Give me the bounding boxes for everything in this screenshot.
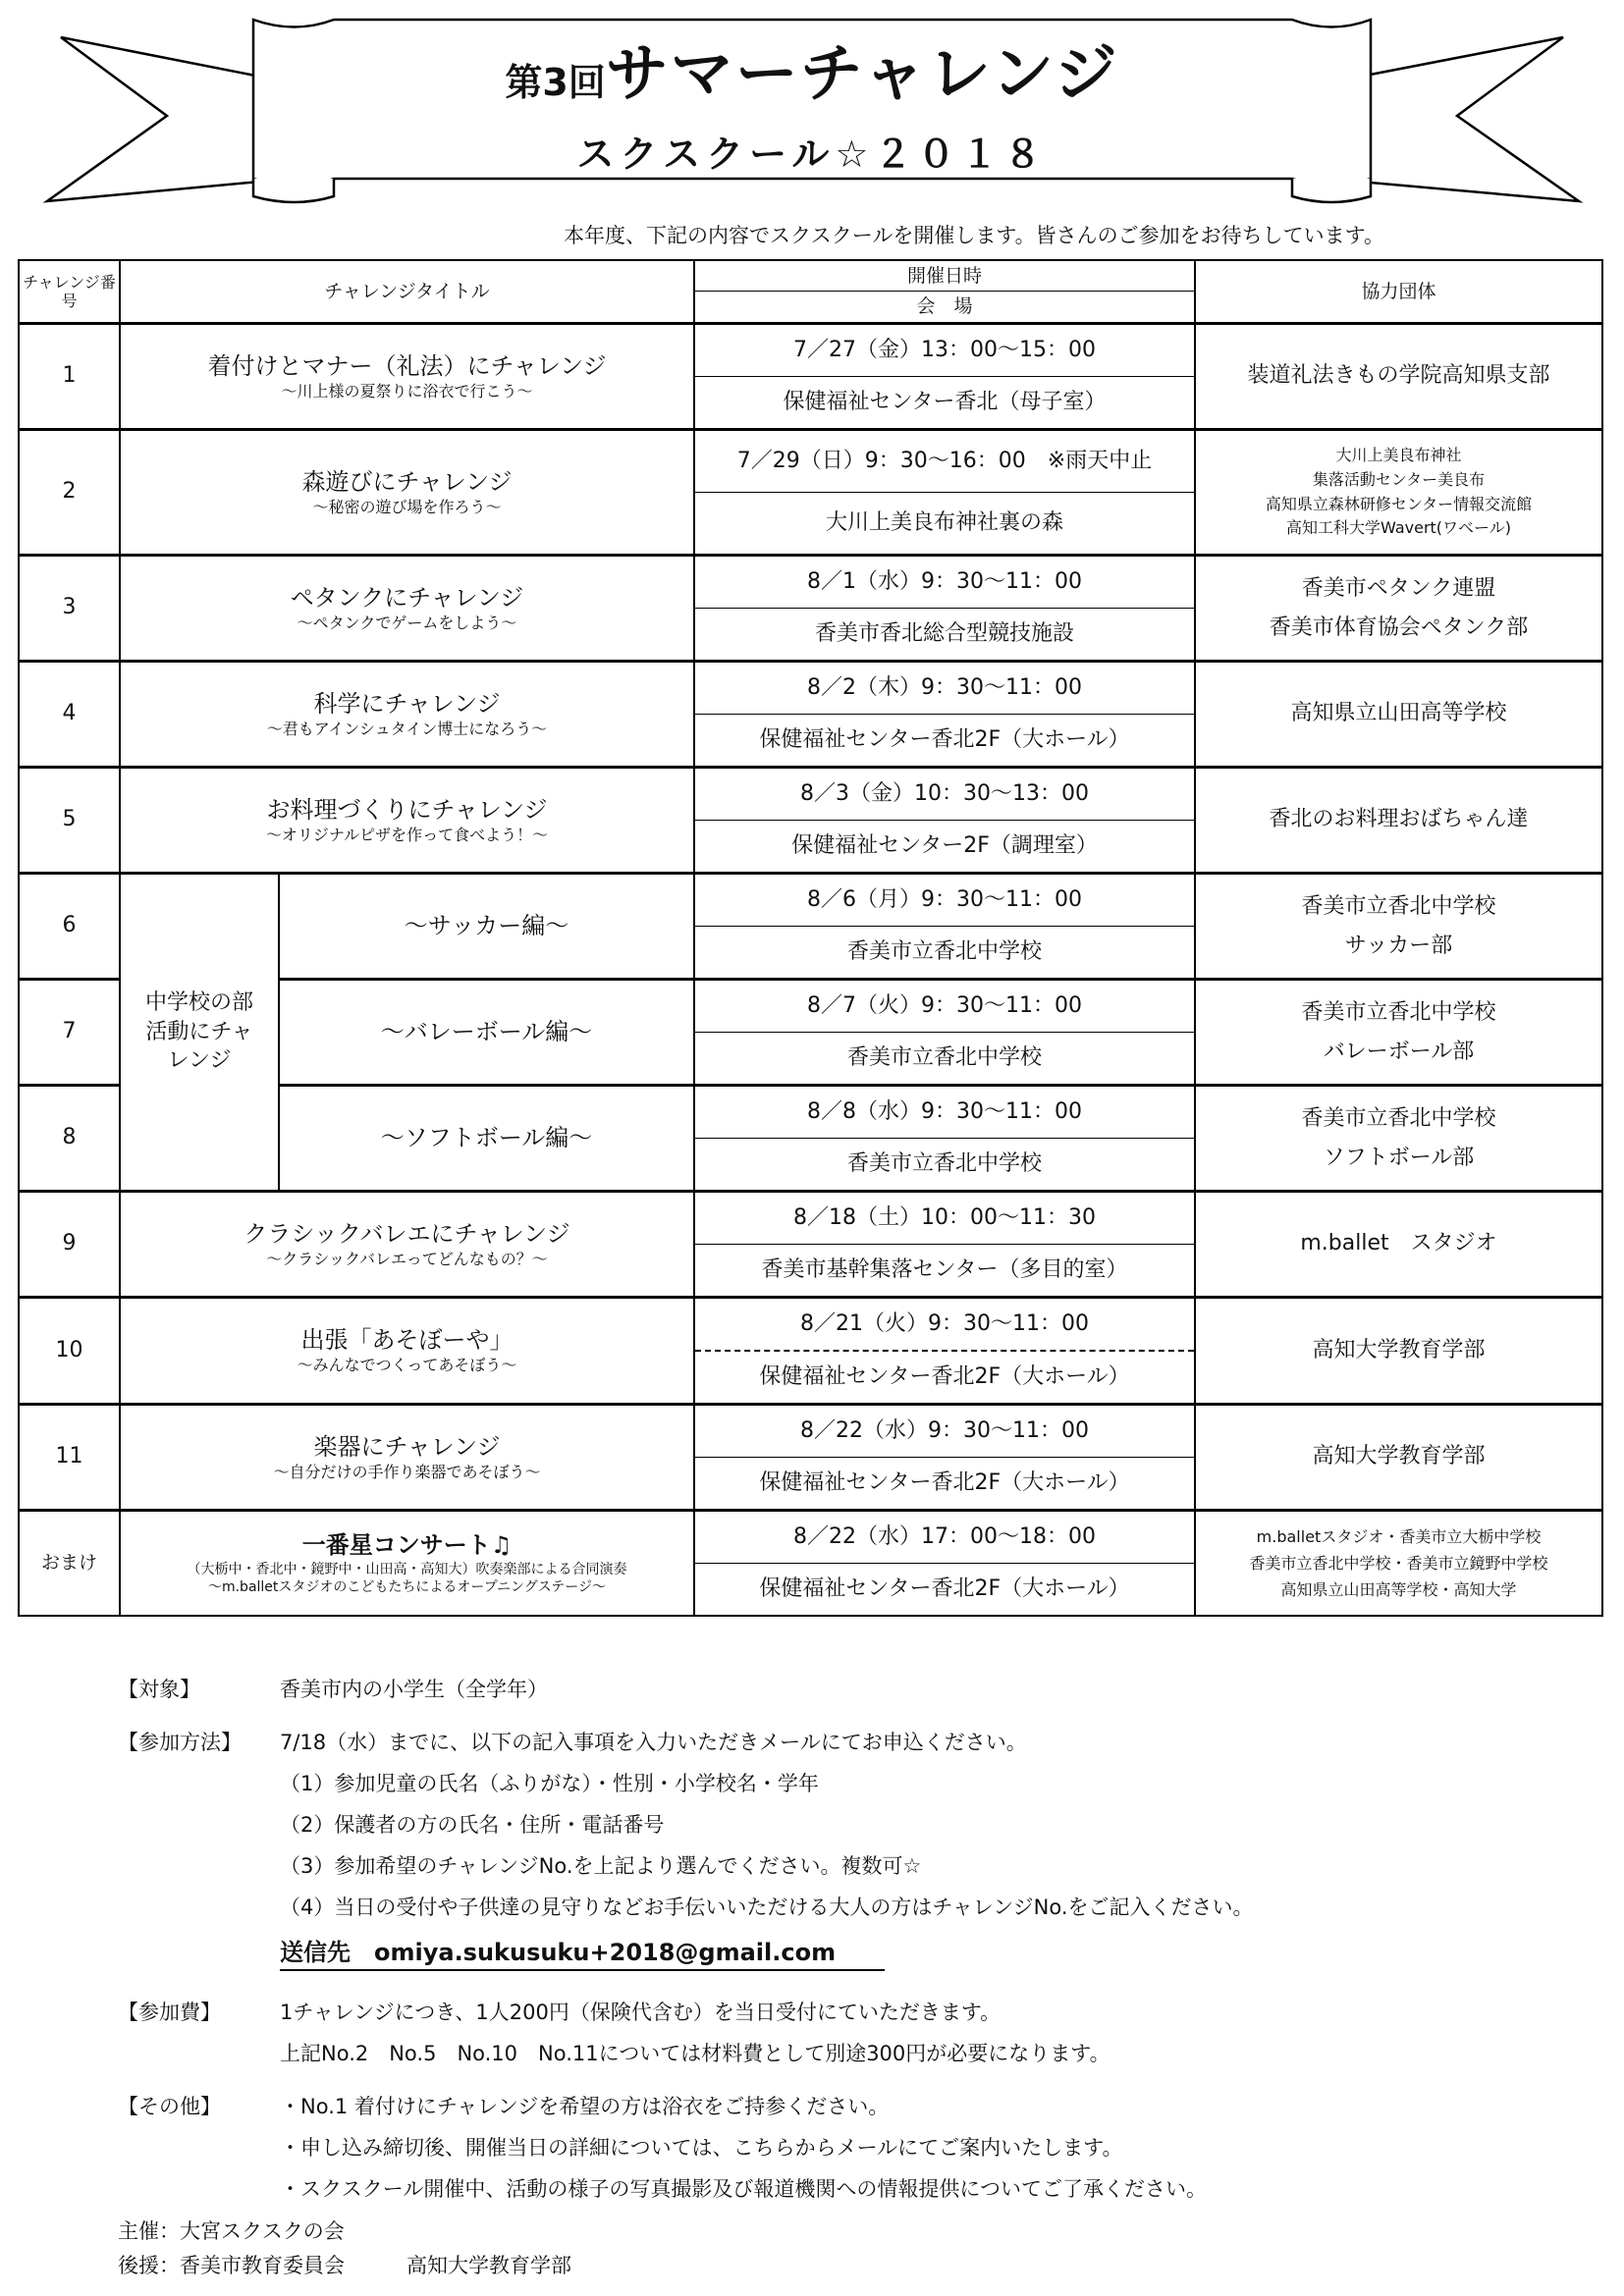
row-venue: 香美市基幹集落センター（多目的室） [694,1245,1195,1298]
method-label: 【参加方法】 [118,1731,242,1754]
table-row [19,1192,1602,1298]
send-address [280,1933,885,1971]
row-title: お料理づくりにチャレンジ [266,795,548,824]
table-row [19,324,1602,430]
row-title-cell [120,1192,694,1298]
row-title-cell [120,1405,694,1511]
row-subtitle: ～君もアインシュタイン博士になろう～ [266,719,548,738]
other-line: ・No.1 着付けにチャレンジを希望の方は浴衣をご持参ください。 [280,2095,890,2118]
method-line: （2）保護者の方の氏名・住所・電話番号 [280,1813,665,1837]
table-row-group [19,874,1602,1192]
table-row [19,662,1602,768]
row-venue: 香美市立香北中学校 [694,1139,1195,1192]
row-number: 10 [19,1298,120,1405]
row-title: クラシックバレエにチャレンジ [244,1219,570,1248]
row-venue: 保健福祉センター香北2F（大ホール） [694,1351,1195,1405]
row-title-cell [120,556,694,662]
other-row [118,2091,1571,2215]
row-date: 8／21（火）9：30～11：00 [694,1298,1195,1352]
row-org: 高知大学教育学部 [1195,1298,1602,1405]
row-title: 出張「あそぼーや」 [300,1326,514,1354]
table-row [19,768,1602,874]
row-venue: 保健福祉センター香北2F（大ホール） [694,715,1195,768]
header-date: 開催日時 [694,260,1195,291]
row-title: 森遊びにチャレンジ [301,467,513,496]
row-date: 8／22（水）17：00～18：00 [694,1511,1195,1564]
header-org: 協力団体 [1195,260,1602,324]
method-line: （1）参加児童の氏名（ふりがな）・性別・小学校名・学年 [280,1772,819,1795]
row-number: 6 [19,874,120,980]
table-header [19,260,1602,324]
other-line: ・申し込み締切後、開催当日の詳細については、こちらからメールにてご案内いたします。 [280,2136,1123,2160]
row-org: 香美市立香北中学校 ソフトボール部 [1195,1086,1602,1192]
challenge-table [18,259,1603,1617]
target-row [118,1674,1571,1715]
other-line: ・スクスクール開催中、活動の様子の写真撮影及び報道機関への情報提供についてご了承ください。 [280,2177,1207,2201]
table-row [19,556,1602,662]
row-title-cell [120,768,694,874]
row-number: 11 [19,1405,120,1511]
footer-host: 主催：大宮スクスクの会 [118,2219,345,2243]
table-row [19,1298,1602,1405]
row-number: 9 [19,1192,120,1298]
table-row [19,1405,1602,1511]
row-title-cell [120,1298,694,1405]
target-text: 香美市内の小学生（全学年） [280,1678,548,1701]
row-org: m.ballet スタジオ [1195,1192,1602,1298]
row-venue: 香美市立香北中学校 [694,1033,1195,1086]
row-date: 8／6（月）9：30～11：00 [694,874,1195,927]
title-subtitle: スクスクール☆２０１８ [576,133,1048,176]
row-org: 香美市立香北中学校 サッカー部 [1195,874,1602,980]
title-main: サマーチャレンジ [605,38,1119,111]
row-number: おまけ [19,1511,120,1617]
row-number: 3 [19,556,120,662]
row-title-cell [120,662,694,768]
row-venue: 保健福祉センター香北2F（大ホール） [694,1458,1195,1511]
row-venue: 保健福祉センター香北（母子室） [694,377,1195,430]
intro-text: 本年度、下記の内容でスクスクールを開催します。皆さんのご参加をお待ちしています。 [563,224,1384,247]
row-title: ～ソフトボール編～ [279,1086,694,1192]
row-date: 8／7（火）9：30～11：00 [694,980,1195,1033]
row-number: 4 [19,662,120,768]
method-line: （3）参加希望のチャレンジNo.を上記より選んでください。複数可☆ [280,1854,922,1878]
row-date: 8／1（水）9：30～11：00 [694,556,1195,609]
row-title-cell [120,324,694,430]
send-label: 送信先 [280,1939,351,1966]
main-title [0,24,1624,114]
table-row [19,1511,1602,1617]
title-banner [0,0,1624,226]
row-venue: 大川上美良布神社裏の森 [694,493,1195,556]
row-title: ～バレーボール編～ [279,980,694,1086]
row-subtitle: ～自分だけの手作り楽器であそぼう～ [273,1462,541,1481]
row-org: 香美市立香北中学校 バレーボール部 [1195,980,1602,1086]
row-venue: 保健福祉センター2F（調理室） [694,821,1195,874]
info-section [118,1674,1571,2226]
row-subtitle: ～川上様の夏祭りに浴衣で行こう～ [281,381,533,400]
row-org: 装道礼法きもの学院高知県支部 [1195,324,1602,430]
fee-line: 1チャレンジにつき、1人200円（保険代含む）を当日受付にていただきます。 [280,2001,1001,2024]
row-venue: 保健福祉センター香北2F（大ホール） [694,1564,1195,1617]
table-row [19,430,1602,556]
row-date: 8／8（水）9：30～11：00 [694,1086,1195,1139]
row-org: 大川上美良布神社 集落活動センター美良布 高知県立森林研修センター情報交流館 高知工科大学Wavert(ワベール) [1195,430,1602,556]
row-org: 高知県立山田高等学校 [1195,662,1602,768]
footer [118,2215,571,2282]
row-number: 8 [19,1086,120,1192]
method-row [118,1727,1571,1985]
row-subtitle: ～ペタンクでゲームをしよう～ [297,613,517,632]
row-date: 8／3（金）10：30～13：00 [694,768,1195,821]
row-org: m.balletスタジオ・香美市立大栃中学校 香美市立香北中学校・香美市立鏡野中学校 高知県立山田高等学校・高知大学 [1195,1511,1602,1617]
row-title: 科学にチャレンジ [313,689,501,718]
row-title-cell [120,430,694,556]
row-number: 7 [19,980,120,1086]
method-line: （4）当日の受付や子供達の見守りなどお手伝いいただける大人の方はチャレンジNo.をご記入ください。 [280,1896,1254,1919]
row-date: 8／2（木）9：30～11：00 [694,662,1195,715]
footer-support: 後援：香美市教育委員会 高知大学教育学部 [118,2253,571,2277]
other-label: 【その他】 [118,2095,221,2118]
row-subtitle-2: ～m.balletスタジオのこどもたちによるオープニングステージ～ [207,1579,607,1596]
row-org: 香北のお料理おばちゃん達 [1195,768,1602,874]
row-subtitle: ～みんなでつくってあそぼう～ [297,1356,517,1375]
row-subtitle: ～秘密の遊び場を作ろう～ [312,497,502,516]
row-subtitle: ～オリジナルピザを作って食べよう！～ [265,825,549,844]
row-org: 高知大学教育学部 [1195,1405,1602,1511]
row-date: 8／22（水）9：30～11：00 [694,1405,1195,1458]
header-no: チャレンジ番号 [19,260,120,324]
row-org: 香美市ペタンク連盟 香美市体育協会ペタンク部 [1195,556,1602,662]
row-title: ～サッカー編～ [279,874,694,980]
row-number: 1 [19,324,120,430]
row-date: 7／27（金）13：00～15：00 [694,324,1195,377]
row-title: 着付けとマナー（礼法）にチャレンジ [207,351,607,380]
fee-line: 上記No.2 No.5 No.10 No.11については材料費として別途300円が必要になります。 [280,2042,1110,2065]
row-number: 5 [19,768,120,874]
row-date: 8／18（土）10：00～11：30 [694,1192,1195,1245]
header-title: チャレンジタイトル [120,260,694,324]
row-date: 7／29（日）9：30～16：00 ※雨天中止 [694,430,1195,493]
row-subtitle: ～クラシックバレエってどんなもの？～ [266,1249,548,1268]
method-line: 7/18（水）までに、以下の記入事項を入力いただきメールにてお申込ください。 [280,1731,1027,1754]
row-venue: 香美市立香北中学校 [694,927,1195,980]
row-title-cell [120,1511,694,1617]
fee-row [118,1997,1571,2079]
fee-label: 【参加費】 [118,2001,221,2024]
row-title: 一番星コンサート♫ [301,1530,513,1559]
row-title: ペタンクにチャレンジ [290,583,524,612]
group-label: 中学校の部活動にチャレンジ [120,874,279,1192]
target-label: 【対象】 [118,1678,200,1701]
row-title: 楽器にチャレンジ [313,1432,501,1461]
row-venue: 香美市香北総合型競技施設 [694,609,1195,662]
header-venue: 会 場 [694,291,1195,323]
row-subtitle: （大栃中・香北中・鏡野中・山田高・高知大）吹奏楽部による合同演奏 [187,1561,627,1577]
send-email[interactable]: omiya.sukusuku+2018@gmail.com [374,1939,837,1966]
title-edition: 第3回 [505,61,606,104]
row-number: 2 [19,430,120,556]
